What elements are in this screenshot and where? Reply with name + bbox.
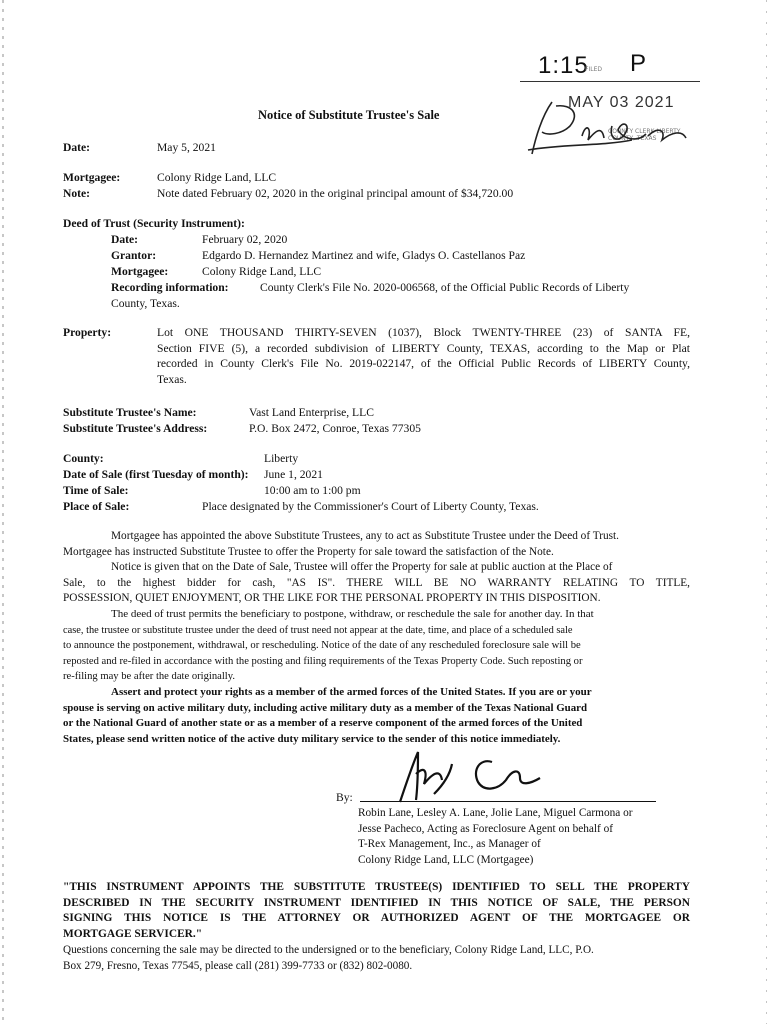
- property-line: Texas.: [157, 372, 187, 386]
- signer-line: Robin Lane, Lesley A. Lane, Jolie Lane, Miguel Carmona or: [358, 807, 633, 819]
- paragraph-line: Mortgagee has appointed the above Substitute Trustees, any to act as Substitute Trustee under the Deed of Trust.: [111, 530, 619, 542]
- contact-info: [63, 943, 690, 974]
- property-description: [157, 325, 690, 387]
- contact-line: Questions concerning the sale may be directed to the undersigned or to the beneficiary, Colony Ridge Land, LLC, P.O.: [63, 944, 594, 956]
- signature-block: [358, 806, 633, 868]
- sale-place-label: Place of Sale:: [63, 500, 130, 513]
- county-value: Liberty: [264, 452, 299, 465]
- scan-edge-right: [766, 0, 767, 1024]
- paragraph-line: to announce the postponement, withdrawal, or rescheduling. Notice of the date of any rescheduled foreclosure sale will be: [63, 640, 581, 652]
- stamp-rule: [520, 81, 700, 82]
- deed-heading: Deed of Trust (Security Instrument):: [63, 217, 245, 230]
- trustee-address-label: Substitute Trustee's Address:: [63, 422, 208, 435]
- deed-date-label: Date:: [111, 233, 139, 246]
- paragraph-line: States, please send written notice of the active duty military service to the sender of this notice immediately.: [63, 732, 561, 745]
- grantor-value: Edgardo D. Hernandez Martinez and wife, Gladys O. Castellanos Paz: [202, 249, 526, 262]
- trustee-name-label: Substitute Trustee's Name:: [63, 406, 197, 419]
- property-line: recorded in County Clerk's File No. 2019-022147, of the Official Public Records of LIBERTY County,: [157, 357, 690, 371]
- trustee-name-value: Vast Land Enterprise, LLC: [249, 406, 374, 419]
- stamp-clerk: COUNTY CLERK LIBERTY COUNTY, TEXAS: [608, 128, 681, 142]
- signature-line: [360, 801, 656, 802]
- paragraph-line: Mortgagee has instructed Substitute Trustee to offer the Property for sale toward the satisfaction of the Note.: [63, 545, 554, 558]
- sale-date-label: Date of Sale (first Tuesday of month):: [63, 468, 249, 481]
- paragraph-line: Notice is given that on the Date of Sale, Trustee will offer the Property for sale at public auction at the Place of: [111, 561, 613, 574]
- recording-value-2: County, Texas.: [111, 297, 180, 310]
- contact-line: Box 279, Fresno, Texas 77545, please call (281) 399-7733 or (832) 802-0080.: [63, 959, 413, 972]
- paragraph-line: or the National Guard of another state or as a member of a reserve component of the armed forces of the United: [63, 717, 583, 730]
- stamp-filed-label: FILED: [585, 66, 602, 73]
- mortgagee-value: Colony Ridge Land, LLC: [157, 171, 277, 184]
- signer-line: Jesse Pacheco, Acting as Foreclosure Agent on behalf of: [358, 822, 614, 835]
- notice-line: MORTGAGE SERVICER.": [63, 927, 203, 940]
- sale-time-value: 10:00 am to 1:00 pm: [264, 484, 361, 497]
- deed-date-value: February 02, 2020: [202, 233, 288, 246]
- notice-line: "THIS INSTRUMENT APPOINTS THE SUBSTITUTE TRUSTEE(S) IDENTIFIED TO SELL THE PROPERTY: [63, 881, 690, 893]
- stamp-file-number: 1:15: [538, 52, 589, 79]
- instrument-notice: [63, 880, 690, 942]
- paragraph-line: re-filing may be after the date originally.: [63, 671, 235, 683]
- signer-line: T-Rex Management, Inc., as Manager of: [358, 838, 541, 851]
- deed-mortgagee-label: Mortgagee:: [111, 265, 169, 278]
- date-label: Date:: [63, 141, 91, 154]
- sale-time-label: Time of Sale:: [63, 484, 129, 497]
- deed-mortgagee-value: Colony Ridge Land, LLC: [202, 265, 322, 278]
- scan-edge-left: [2, 0, 4, 1024]
- stamp-date: MAY 03 2021: [568, 94, 675, 111]
- note-label: Note:: [63, 187, 91, 200]
- date-value: May 5, 2021: [157, 141, 216, 154]
- paragraph-line: POSSESSION, QUIET ENJOYMENT, OR THE LIKE FOR THE PERSONAL PROPERTY IN THIS DISPOSITION.: [63, 592, 601, 605]
- signer-line: Colony Ridge Land, LLC (Mortgagee): [358, 853, 534, 866]
- note-value: Note dated February 02, 2020 in the original principal amount of $34,720.00: [157, 187, 514, 200]
- sale-place-value: Place designated by the Commissioner's Court of Liberty County, Texas.: [202, 500, 539, 513]
- property-label: Property:: [63, 326, 112, 339]
- sale-date-value: June 1, 2021: [264, 468, 323, 481]
- clerk-signature-icon: [522, 96, 692, 162]
- recording-label: Recording information:: [111, 281, 229, 294]
- property-line: Section FIVE (5), a recorded subdivision of LIBERTY County, TEXAS, according to the Map or Plat: [157, 341, 690, 355]
- stamp-file-letter: P: [630, 50, 647, 77]
- notice-line: DESCRIBED IN THE SECURITY INSTRUMENT IDENTIFIED IN THIS NOTICE OF SALE, THE PERSON: [63, 896, 690, 909]
- page-title: Notice of Substitute Trustee's Sale: [258, 108, 440, 122]
- paragraph-line: Assert and protect your rights as a member of the armed forces of the United States. If you are or your: [111, 685, 592, 698]
- paragraph-line: case, the trustee or substitute trustee under the deed of trust need not appear at the date, time, and place of a scheduled sale: [63, 624, 573, 636]
- paragraph-line: Sale, to the highest bidder for cash, "AS IS". THERE WILL BE NO WARRANTY RELATING TO TITLE,: [63, 576, 690, 589]
- county-label: County:: [63, 452, 104, 465]
- notice-line: SIGNING THIS NOTICE IS THE ATTORNEY OR AUTHORIZED AGENT OF THE MORTGAGEE OR: [63, 912, 690, 925]
- grantor-label: Grantor:: [111, 249, 157, 262]
- paragraph-line: The deed of trust permits the beneficiary to postpone, withdraw, or reschedule the sale for another day. In that: [111, 607, 594, 620]
- body-text: [63, 529, 690, 747]
- trustee-address-value: P.O. Box 2472, Conroe, Texas 77305: [249, 422, 421, 435]
- paragraph-line: spouse is serving on active military duty, including active military duty as a member of the Texas National Guard: [63, 701, 588, 714]
- mortgagee-label: Mortgagee:: [63, 171, 121, 184]
- by-label: By:: [336, 791, 353, 804]
- property-line: Lot ONE THOUSAND THIRTY-SEVEN (1037), Block TWENTY-THREE (23) of SANTA FE,: [157, 326, 690, 339]
- paragraph-line: reposted and re-filed in accordance with the posting and filing requirements of the Texas Property Code. Such reposting or: [63, 655, 583, 667]
- recording-value-1: County Clerk's File No. 2020-006568, of the Official Public Records of Liberty: [260, 281, 630, 294]
- agent-signature-icon: [388, 744, 578, 806]
